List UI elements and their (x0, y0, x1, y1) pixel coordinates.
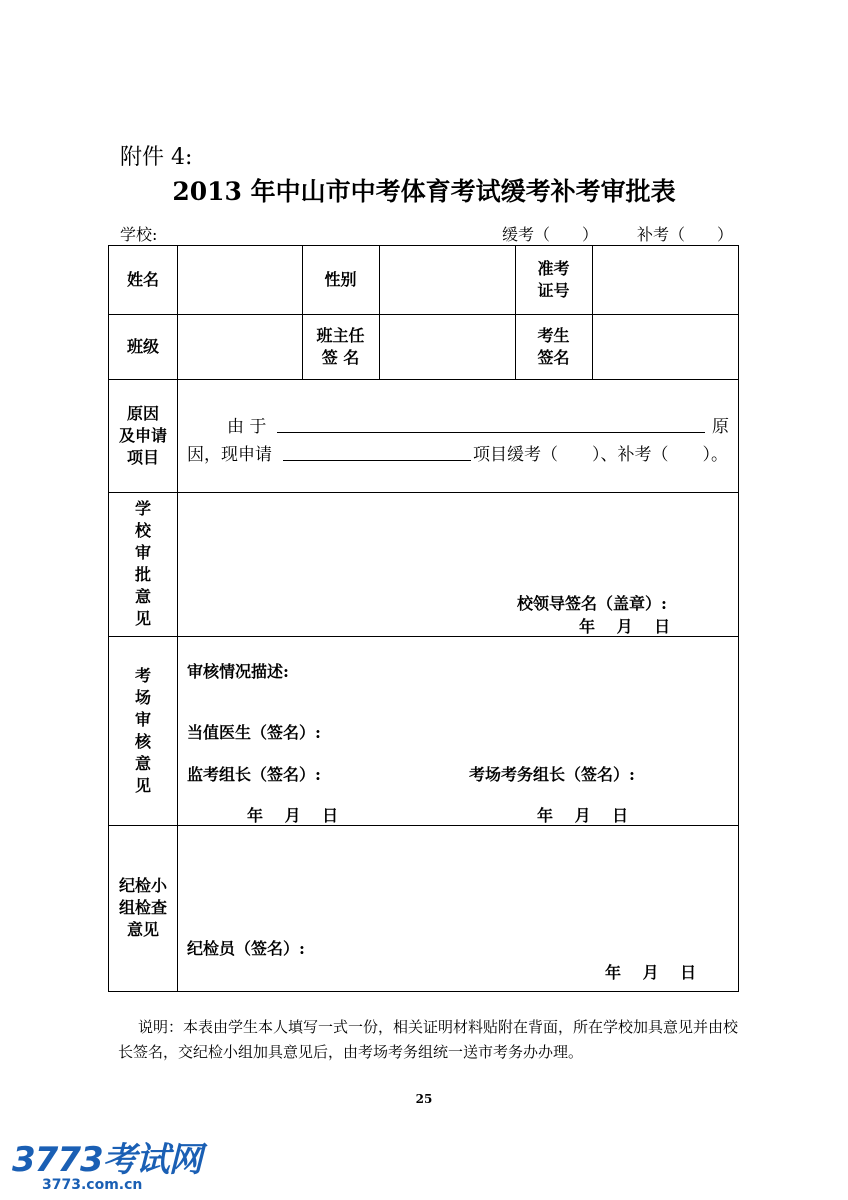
page-number: 25 (415, 1092, 433, 1106)
reason-label-line1: 原因 (126, 403, 159, 423)
reason-label-line3: 项目 (126, 447, 159, 467)
doctor-sign-label: 当值医生（签名）: (187, 723, 321, 742)
student-sign-label-line1: 考生 (537, 325, 570, 345)
form-title: 2013 年中山市中考体育考试缓考补考审批表 (172, 177, 676, 206)
watermark-logo (12, 1132, 202, 1193)
apply-item-input-line[interactable] (283, 460, 471, 461)
student-sign-label (515, 314, 592, 379)
school-label: 学校: (120, 225, 158, 244)
reason-label-line2: 及申请 (118, 425, 167, 445)
school-review-char: 校 (134, 521, 151, 540)
reason-label (109, 379, 177, 492)
name-label: 姓名 (126, 270, 159, 289)
discipline-label-line3: 意见 (126, 920, 159, 939)
discipline-label (109, 825, 177, 991)
watermark-sub: 3773.com.cn (42, 1177, 143, 1193)
school-review-char: 批 (134, 565, 151, 584)
teacher-sign-label (302, 314, 379, 379)
form-note: 说明：本表由学生本人填写一式一份，相关证明材料贴附在背面，所在学校加具意见并由校长签名，交纪检小组加具意见后，由考场考务组统一送市考务办办理。 (118, 1018, 739, 1061)
class-label: 班级 (126, 336, 159, 356)
proctor-sign-date: 年 月 日 (247, 806, 339, 825)
teacher-sign-label-line1: 班主任 (316, 325, 365, 345)
venue-chief-sign-date: 年 月 日 (537, 806, 629, 825)
student-sign-field[interactable] (592, 314, 738, 379)
class-field[interactable] (177, 314, 302, 379)
attachment-label: 附件 4: (120, 145, 193, 170)
venue-review-char: 考 (134, 665, 151, 685)
school-review-char: 见 (134, 609, 151, 628)
venue-review-char: 意 (134, 753, 151, 773)
venue-review-char: 核 (134, 731, 151, 751)
reason-due-text: 由 于 (227, 417, 267, 437)
teacher-sign-label-line2: 签 名 (321, 347, 360, 367)
school-review-char: 意 (134, 587, 151, 606)
reason-input-line[interactable] (277, 432, 705, 433)
venue-chief-sign-label: 考场考务组长（签名）: (469, 765, 635, 784)
reason-suffix-text: 原 (712, 417, 729, 437)
proctor-sign-label: 监考组长（签名）: (187, 765, 321, 784)
gender-label: 性别 (324, 270, 357, 289)
student-sign-label-line2: 签名 (537, 347, 570, 367)
apply-options-text: 项目缓考（ ）、补考（ ）。 (473, 445, 728, 465)
school-review-label (109, 492, 177, 636)
venue-review-char: 场 (134, 687, 151, 707)
name-field[interactable] (177, 246, 302, 314)
reason-apply-text: 因，现申请 (187, 445, 272, 465)
school-leader-sign: 校领导签名（盖章）: (517, 594, 667, 613)
venue-review-char: 见 (134, 775, 151, 795)
exam-number-field[interactable] (592, 246, 738, 314)
school-review-char: 学 (134, 499, 151, 518)
watermark-main: 3773考试网 (12, 1140, 202, 1180)
discipline-label-line1: 纪检小 (118, 876, 167, 895)
review-description-label: 审核情况描述: (187, 662, 289, 681)
gender-field[interactable] (379, 246, 515, 314)
venue-review-char: 审 (134, 709, 151, 729)
approval-table (108, 245, 739, 992)
discipline-sign-date: 年 月 日 (605, 963, 697, 982)
defer-label: 缓考（ ） (502, 225, 599, 244)
exam-number-label-line2: 证号 (537, 281, 570, 300)
school-review-char: 审 (134, 543, 151, 562)
exam-number-label-line1: 准考 (537, 259, 570, 278)
makeup-label: 补考（ ） (637, 225, 734, 244)
venue-review-label (109, 636, 177, 825)
exam-number-label (515, 246, 592, 314)
school-review-date: 年 月 日 (579, 617, 671, 636)
teacher-sign-field[interactable] (379, 314, 515, 379)
discipline-sign-label: 纪检员（签名）: (187, 939, 305, 958)
discipline-label-line2: 组检查 (118, 898, 167, 917)
